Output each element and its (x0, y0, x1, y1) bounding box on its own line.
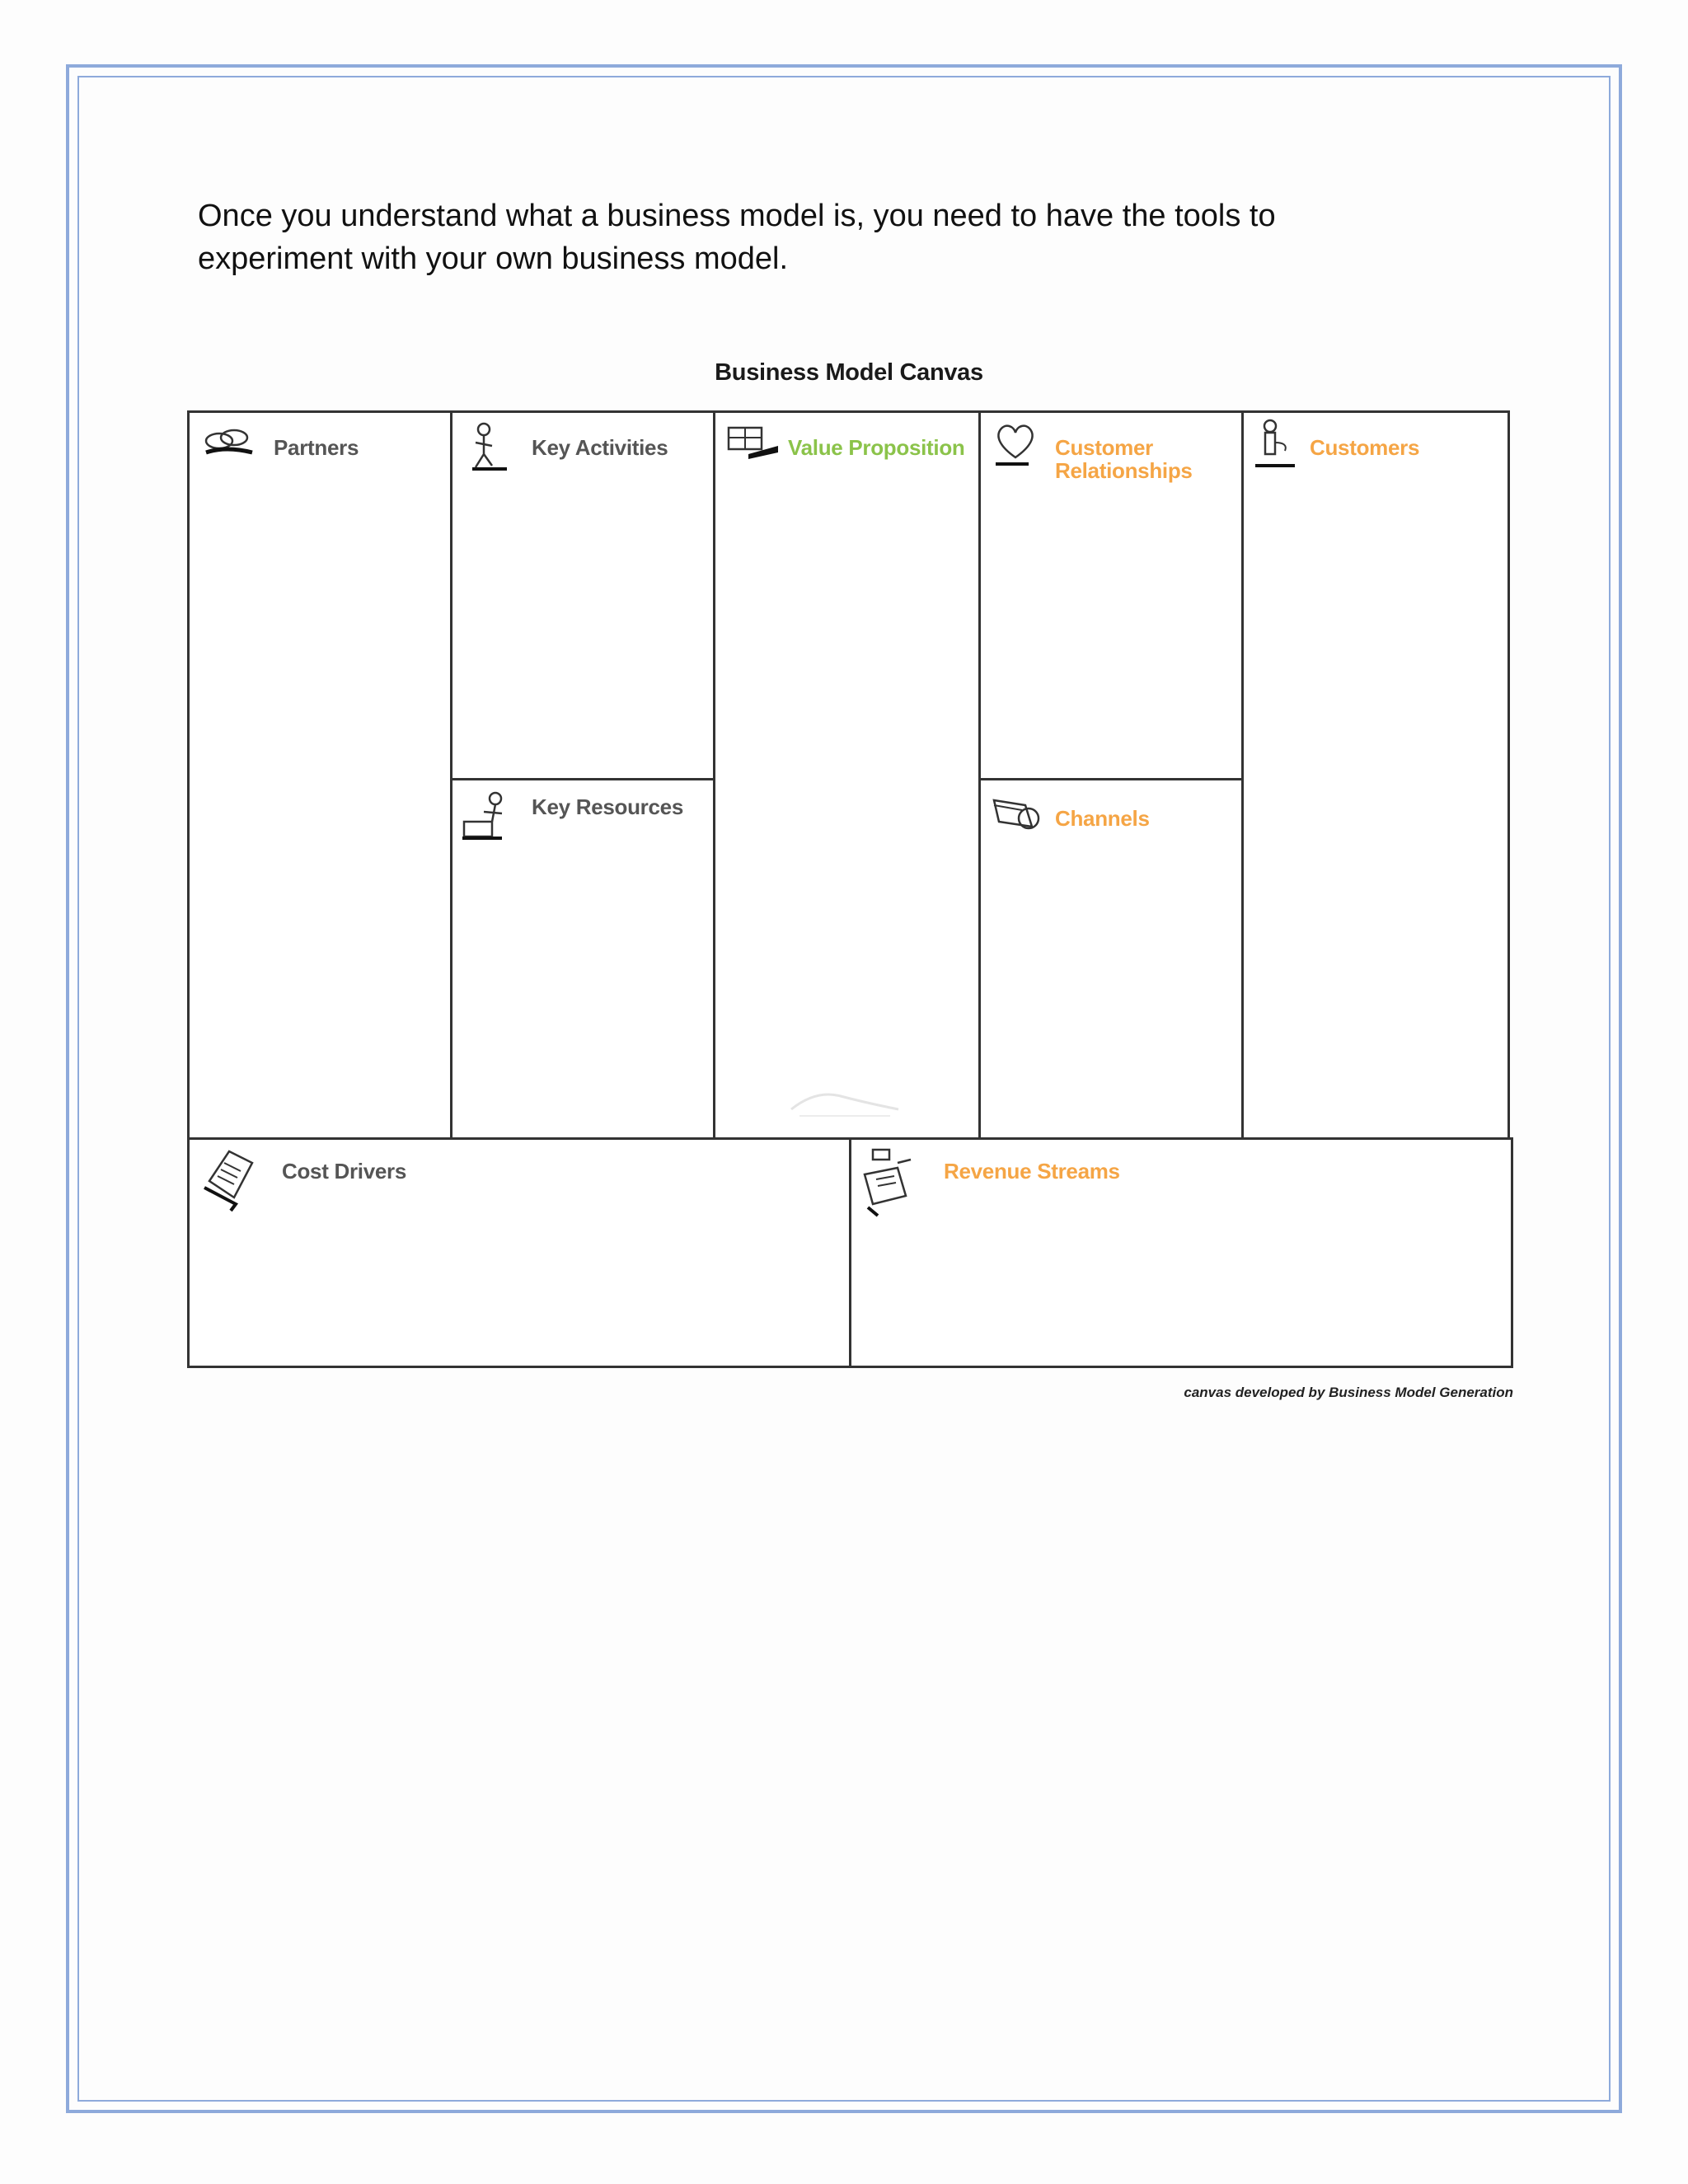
intro-paragraph: Once you understand what a business model is, you need to have the tools to experiment with your own business model. (198, 199, 1276, 276)
receipt-icon (198, 1145, 267, 1214)
value-proposition-block (713, 410, 981, 1140)
channels-block (978, 778, 1244, 1143)
faint-logo-icon (783, 1073, 907, 1122)
gift-icon (724, 421, 781, 462)
cost-drivers-block (187, 1137, 851, 1368)
cash-register-icon (856, 1146, 922, 1217)
channels-label: Channels (1055, 806, 1150, 831)
partners-block (187, 410, 452, 1140)
key-activities-block (450, 410, 715, 780)
handshake-icon (201, 424, 257, 461)
customer-relationships-label-line2: Relationships (1055, 458, 1193, 483)
canvas-credit: canvas developed by Business Model Generation (1184, 1385, 1513, 1400)
partners-label: Partners (274, 435, 359, 460)
revenue-streams-block (849, 1137, 1513, 1368)
truck-icon (989, 794, 1042, 840)
customers-block (1241, 410, 1510, 1140)
customer-relationships-label-line1: Customer (1055, 435, 1153, 460)
worker-icon (466, 421, 512, 474)
customer-relationships-label (1055, 436, 1193, 482)
heart-icon (992, 419, 1039, 469)
person-icon (1252, 418, 1298, 472)
customers-label: Customers (1310, 435, 1420, 460)
revenue-streams-label: Revenue Streams (944, 1159, 1120, 1183)
cost-drivers-label: Cost Drivers (282, 1159, 407, 1183)
value-proposition-label: Value Proposition (788, 435, 965, 460)
key-resources-block (450, 778, 715, 1140)
key-resources-label: Key Resources (532, 794, 683, 819)
key-activities-label: Key Activities (532, 435, 668, 460)
customer-relationships-block (978, 410, 1244, 780)
resources-icon (459, 789, 513, 843)
canvas-title: Business Model Canvas (715, 359, 983, 386)
